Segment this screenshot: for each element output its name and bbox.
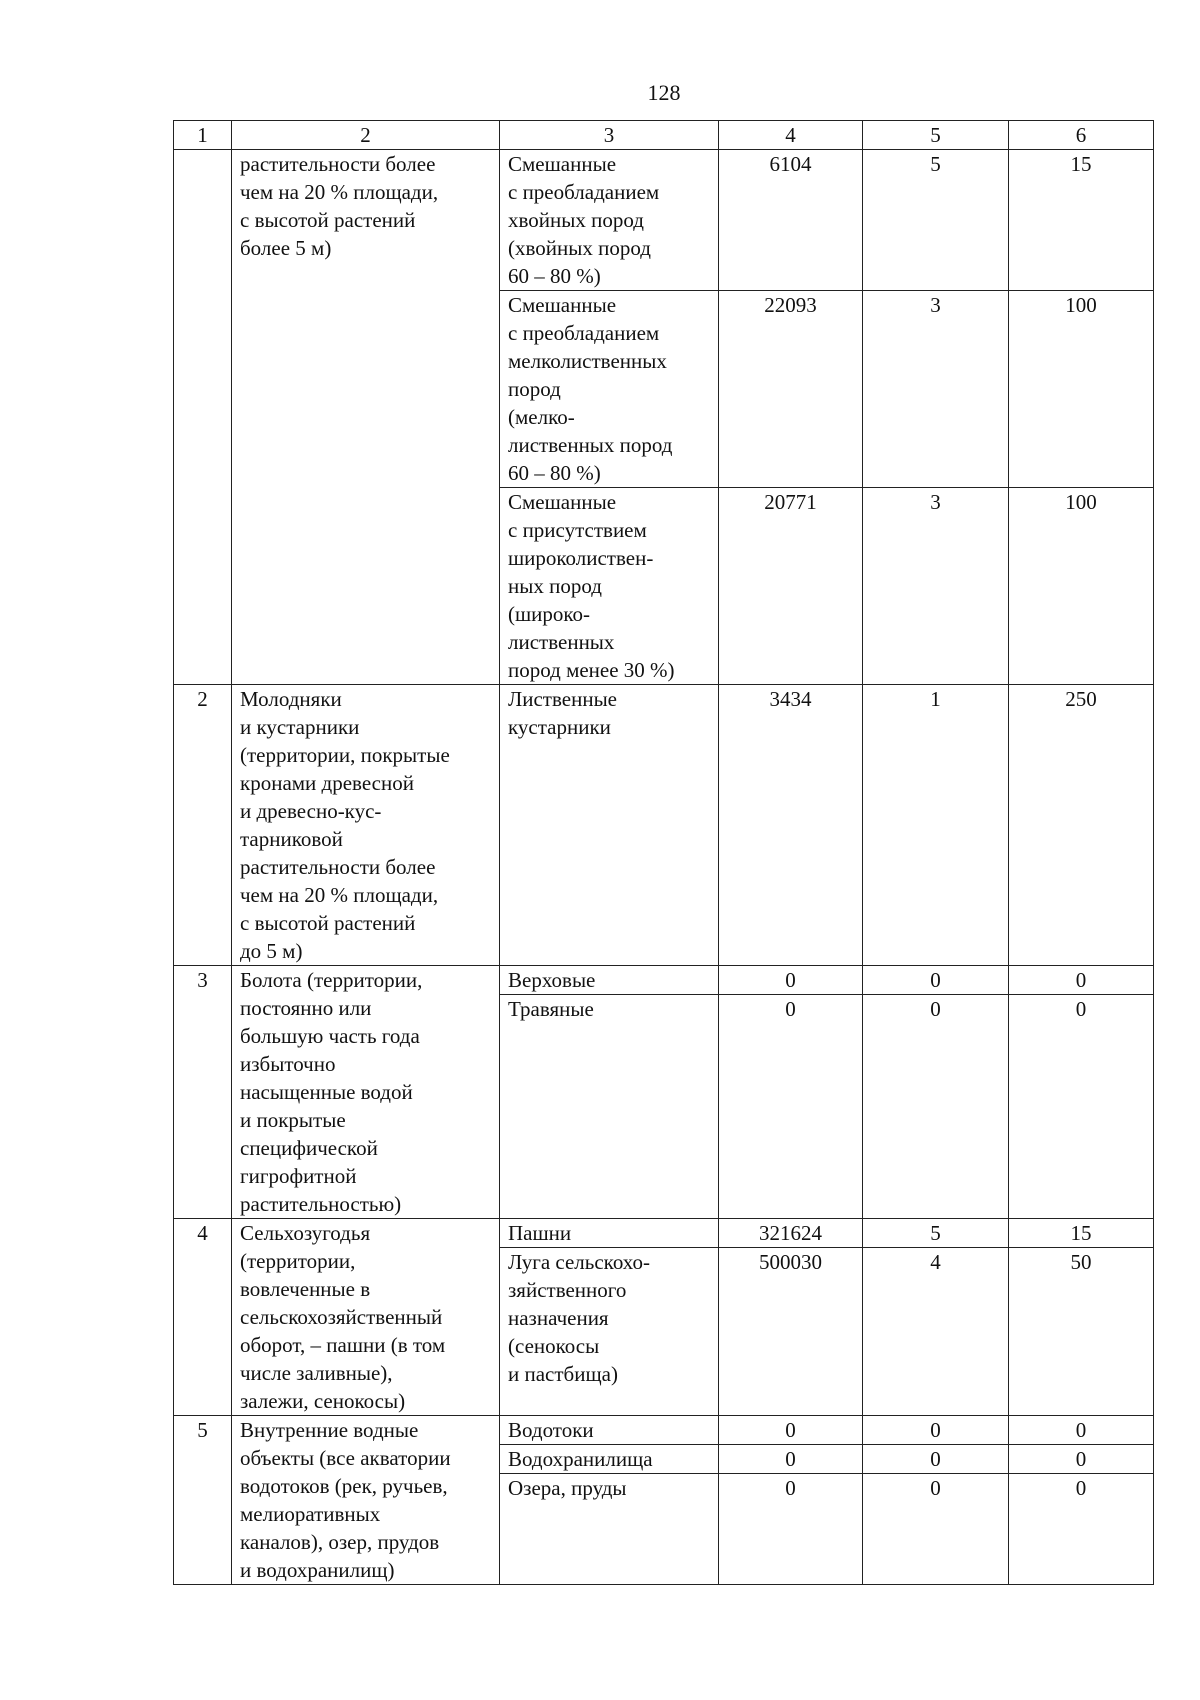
value-col5: 5 [863,1219,1009,1248]
value-col4: 500030 [719,1248,863,1416]
value-col6: 100 [1009,291,1154,488]
page-number: 128 [647,80,681,105]
value-col5: 3 [863,291,1009,488]
type-cell: Водотоки [500,1416,719,1445]
header-cell: 3 [500,121,719,150]
value-col6: 0 [1009,1416,1154,1445]
category-cell: Молодняки и кустарники (территории, покрытые кронами древесной и древесно-кус- тарниковой растительности более чем на 20 % площади, с высотой растений до 5 м) [232,685,500,966]
value-col5: 0 [863,1416,1009,1445]
header-cell: 5 [863,121,1009,150]
table-row [174,1219,1154,1248]
landcover-table [173,120,1154,1585]
type-cell: Смешанные с преобладанием мелколиственных пород (мелко- лиственных пород 60 – 80 %) [500,291,719,488]
row-number [174,150,232,685]
value-col5: 0 [863,995,1009,1219]
value-col4: 0 [719,966,863,995]
value-col6: 0 [1009,1445,1154,1474]
value-col6: 100 [1009,488,1154,685]
type-cell: Пашни [500,1219,719,1248]
type-cell: Смешанные с преобладанием хвойных пород (хвойных пород 60 – 80 %) [500,150,719,291]
type-cell: Лиственные кустарники [500,685,719,966]
header-cell: 1 [174,121,232,150]
value-col4: 0 [719,1416,863,1445]
category-cell: Внутренние водные объекты (все акватории водотоков (рек, ручьев, мелиоративных каналов), озер, прудов и водохранилищ) [232,1416,500,1585]
value-col6: 15 [1009,1219,1154,1248]
type-cell: Водохранилища [500,1445,719,1474]
value-col6: 50 [1009,1248,1154,1416]
table-row [174,966,1154,995]
value-col4: 0 [719,995,863,1219]
row-number: 2 [174,685,232,966]
value-col5: 3 [863,488,1009,685]
value-col6: 0 [1009,966,1154,995]
row-number: 5 [174,1416,232,1585]
header-cell: 4 [719,121,863,150]
value-col4: 22093 [719,291,863,488]
header-cell: 6 [1009,121,1154,150]
value-col6: 0 [1009,995,1154,1219]
value-col5: 1 [863,685,1009,966]
value-col6: 250 [1009,685,1154,966]
table-row [174,150,1154,291]
type-cell: Луга сельскохо- зяйственного назначения (сенокосы и пастбища) [500,1248,719,1416]
table-header-row [174,121,1154,150]
category-cell: Болота (территории, постоянно или большую часть года избыточно насыщенные водой и покрытые специфической гигрофитной растительностью) [232,966,500,1219]
value-col4: 20771 [719,488,863,685]
value-col5: 0 [863,1445,1009,1474]
type-cell: Верховые [500,966,719,995]
table-row [174,1416,1154,1445]
value-col4: 0 [719,1474,863,1585]
type-cell: Озера, пруды [500,1474,719,1585]
value-col4: 321624 [719,1219,863,1248]
value-col5: 0 [863,966,1009,995]
type-cell: Травяные [500,995,719,1219]
type-cell: Смешанные с присутствием широколиствен- ных пород (широко- лиственных пород менее 30 %) [500,488,719,685]
category-cell: растительности более чем на 20 % площади, с высотой растений более 5 м) [232,150,500,685]
row-number: 4 [174,1219,232,1416]
value-col6: 0 [1009,1474,1154,1585]
category-cell: Сельхозугодья (территории, вовлеченные в сельскохозяйственный оборот, – пашни (в том числе заливные), залежи, сенокосы) [232,1219,500,1416]
value-col5: 4 [863,1248,1009,1416]
value-col4: 0 [719,1445,863,1474]
value-col6: 15 [1009,150,1154,291]
value-col5: 5 [863,150,1009,291]
row-number: 3 [174,966,232,1219]
value-col5: 0 [863,1474,1009,1585]
table-row [174,685,1154,966]
header-cell: 2 [232,121,500,150]
value-col4: 3434 [719,685,863,966]
value-col4: 6104 [719,150,863,291]
